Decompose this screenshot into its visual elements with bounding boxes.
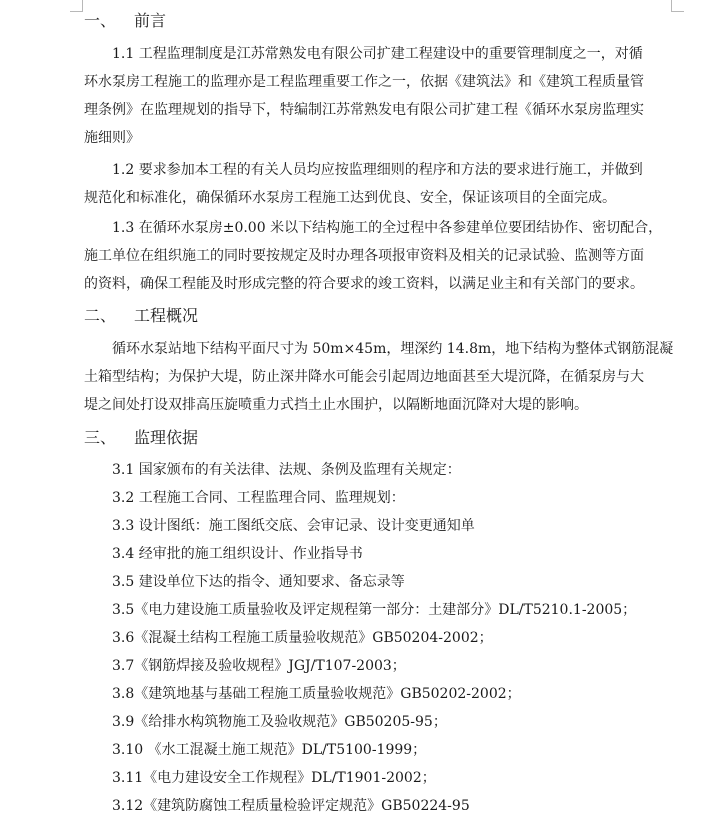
list-item: 3.11《电力建设安全工作规程》DL/T1901-2002； [112,770,436,786]
page-margin-mark-left [70,0,83,12]
list-item: 3.5《电力建设施工质量验收及评定规程第一部分：土建部分》DL/T5210.1-2005； [112,602,637,618]
list-item: 3.4 经审批的施工组织设计、作业指导书 [112,546,363,562]
list-item: 3.2 工程施工合同、工程监理合同、监理规划： [112,490,405,506]
list-item: 3.12《建筑防腐蚀工程质量检验评定规范》GB50224-95 [112,798,470,814]
page-margin-mark-right [671,0,684,12]
list-item: 3.9《给排水构筑物施工及验收规范》GB50205-95； [112,714,447,730]
list-item: 3.7《钢筋焊接及验收规程》JGJ/T107-2003； [112,658,406,674]
list-item: 3.3 设计图纸：施工图纸交底、会审记录、设计变更通知单 [112,518,475,534]
list-item: 3.1 国家颁布的有关法律、法规、条例及监理有关规定： [112,462,461,478]
list-item: 3.6《混凝土结构工程施工质量验收规范》GB50204-2002； [112,630,493,646]
list-item: 3.8《建筑地基与基础工程施工质量验收规范》GB50202-2002； [112,686,521,702]
list-item: 3.5 建设单位下达的指令、通知要求、备忘录等 [112,574,405,590]
section-heading-1: 一、 前言 [84,11,167,30]
list-item: 3.10 《水工混凝土施工规范》DL/T5100-1999； [112,742,427,758]
section-heading-3: 三、 监理依据 [84,428,199,447]
section-heading-2: 二、 工程概况 [84,306,199,325]
